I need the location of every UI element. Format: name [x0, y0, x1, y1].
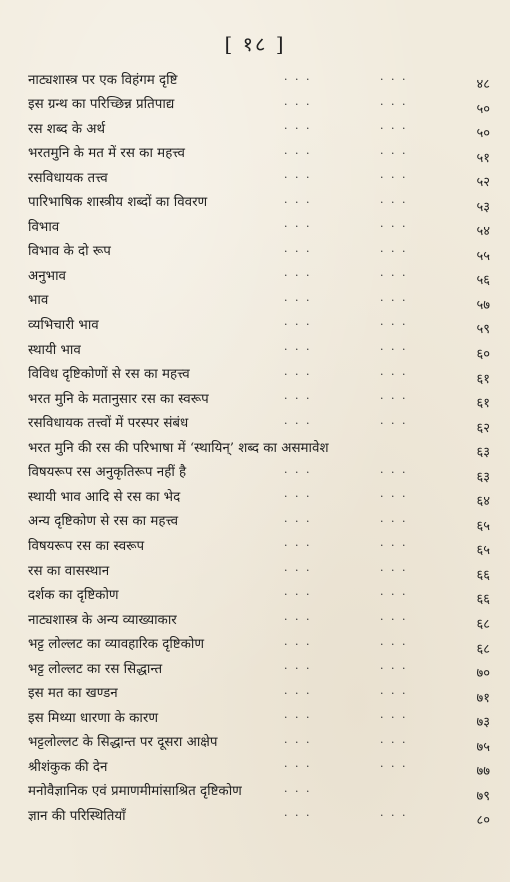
toc-entry-page-number: ६३	[476, 469, 490, 485]
dot-leader: · · ·	[380, 735, 408, 749]
toc-entry-title: विविध दृष्टिकोणों से रस का महत्त्व	[28, 367, 190, 383]
toc-entry	[28, 706, 490, 731]
toc-entry	[28, 240, 490, 265]
toc-entry	[28, 608, 490, 633]
toc-entry	[28, 510, 490, 535]
dot-leader: · · ·	[380, 686, 408, 700]
dot-leader: · · ·	[284, 465, 312, 479]
toc-entry-page-number: ६५	[476, 518, 490, 534]
dot-leader: · · ·	[380, 244, 408, 258]
dot-leader: · · ·	[380, 637, 408, 651]
toc-entry-title: अन्य दृष्टिकोण से रस का महत्त्व	[28, 514, 179, 530]
toc-entry-page-number: ७१	[476, 690, 490, 706]
toc-entry-title: अनुभाव	[28, 268, 66, 284]
toc-entry-title: इस ग्रन्थ का परिच्छिन्न प्रतिपाद्य	[28, 97, 175, 113]
dot-leader: · · ·	[284, 563, 312, 577]
toc-entry	[28, 657, 490, 682]
toc-entry-title: भट्ट लोल्लट का व्यावहारिक दृष्टिकोण	[28, 637, 205, 653]
toc-entry-title: श्रीशंकुक की देन	[28, 759, 108, 775]
dot-leader: · · ·	[284, 195, 312, 209]
toc-entry-title: विभाव	[28, 219, 60, 235]
toc-entry-title: रसविधायक तत्त्व	[28, 170, 108, 186]
toc-entry-title: ज्ञान की परिस्थितियाँ	[28, 808, 126, 824]
dot-leader: · · ·	[284, 637, 312, 651]
toc-entry-page-number: ५७	[476, 297, 490, 313]
dot-leader: · · ·	[380, 760, 408, 774]
toc-entry-page-number: ६२	[476, 420, 490, 436]
toc-entry	[28, 387, 490, 412]
dot-leader: · · ·	[380, 711, 408, 725]
dot-leader: · · ·	[284, 490, 312, 504]
dot-leader: · · ·	[380, 195, 408, 209]
dot-leader: · · ·	[380, 318, 408, 332]
dot-leader: · · ·	[380, 146, 408, 160]
toc-entry	[28, 68, 490, 93]
dot-leader: · · ·	[284, 367, 312, 381]
toc-entry	[28, 313, 490, 338]
toc-entry-page-number: ६५	[476, 543, 490, 559]
dot-leader: · · ·	[380, 220, 408, 234]
toc-entry-title: भाव	[28, 293, 49, 309]
toc-entry-title: विषयरूप रस अनुकृतिरूप नहीं है	[28, 465, 187, 481]
toc-entry-title: रस शब्द के अर्थ	[28, 121, 106, 137]
toc-entry-title: भट्ट लोल्लट का रस सिद्धान्त	[28, 661, 163, 677]
dot-leader: · · ·	[380, 809, 408, 823]
dot-leader: · · ·	[380, 490, 408, 504]
dot-leader: · · ·	[284, 809, 312, 823]
toc-entry-title: मनोवैज्ञानिक एवं प्रमाणमीमांसाश्रित दृष्टिकोण	[28, 784, 242, 800]
toc-entry-page-number: ७५	[476, 739, 490, 755]
toc-entry-page-number: ७९	[476, 788, 490, 804]
dot-leader: · · ·	[380, 269, 408, 283]
toc-entry-title: नाट्यशास्त्र पर एक विहंगम दृष्टि	[28, 72, 178, 88]
dot-leader: · · ·	[284, 146, 312, 160]
dot-leader: · · ·	[284, 318, 312, 332]
dot-leader: · · ·	[284, 244, 312, 258]
toc-entry	[28, 363, 490, 388]
toc-entry-title: पारिभाषिक शास्त्रीय शब्दों का विवरण	[28, 195, 208, 211]
dot-leader: · · ·	[284, 613, 312, 627]
toc-entry-title: व्यभिचारी भाव	[28, 318, 99, 334]
dot-leader: · · ·	[284, 122, 312, 136]
dot-leader: · · ·	[284, 392, 312, 406]
dot-leader: · · ·	[380, 613, 408, 627]
toc-entry	[28, 117, 490, 142]
dot-leader: · · ·	[284, 588, 312, 602]
toc-entry	[28, 436, 490, 461]
toc-entry-title: रसविधायक तत्त्वों में परस्पर संबंध	[28, 416, 189, 432]
toc-entry-title: भरत मुनि के मतानुसार रस का स्वरूप	[28, 391, 209, 407]
dot-leader: · · ·	[380, 73, 408, 86]
dot-leader: · · ·	[284, 73, 312, 86]
toc-entry	[28, 93, 490, 118]
toc-entry-title: भरतमुनि के मत में रस का महत्त्व	[28, 146, 185, 162]
toc-entry	[28, 534, 490, 559]
toc-entry-page-number: ५२	[476, 175, 490, 191]
toc-entry-title: नाट्यशास्त्र के अन्य व्याख्याकार	[28, 612, 177, 628]
toc-entry-page-number: ५५	[476, 248, 490, 264]
toc-entry-page-number: ६६	[476, 567, 490, 583]
dot-leader: · · ·	[380, 539, 408, 553]
toc-entry-page-number: ५९	[476, 322, 490, 338]
toc-entry	[28, 289, 490, 314]
toc-entry	[28, 338, 490, 363]
toc-entry	[28, 166, 490, 191]
page-number: [ १८ ]	[224, 32, 286, 56]
toc-entry	[28, 804, 490, 829]
toc-entry-page-number: ६८	[476, 617, 490, 633]
toc-entry	[28, 682, 490, 707]
toc-entry-page-number: ५३	[476, 199, 490, 215]
dot-leader: · · ·	[284, 514, 312, 528]
dot-leader: · · ·	[284, 686, 312, 700]
dot-leader: · · ·	[284, 416, 312, 430]
toc-entry-title: स्थायी भाव	[28, 342, 81, 358]
toc-entry-page-number: ७७	[476, 764, 490, 780]
dot-leader: · · ·	[284, 760, 312, 774]
toc-entry-page-number: ५०	[476, 101, 490, 117]
toc-entry-page-number: ७०	[476, 666, 490, 682]
toc-entry-page-number: ५०	[476, 126, 490, 142]
table-of-contents	[28, 68, 490, 829]
toc-entry-title: स्थायी भाव आदि से रस का भेद	[28, 489, 181, 505]
toc-entry-page-number: ८०	[476, 813, 490, 829]
toc-entry-title: भरत मुनि की रस की परिभाषा में ‘स्थायिन्’ शब्द का असमावेश	[28, 440, 329, 456]
dot-leader: · · ·	[380, 465, 408, 479]
dot-leader: · · ·	[284, 269, 312, 283]
toc-entry	[28, 633, 490, 658]
toc-entry-title: इस मत का खण्डन	[28, 686, 118, 702]
toc-entry	[28, 264, 490, 289]
toc-entry-page-number: ६६	[476, 592, 490, 608]
toc-entry-page-number: ७३	[476, 715, 490, 731]
toc-entry	[28, 559, 490, 584]
dot-leader: · · ·	[284, 662, 312, 676]
dot-leader: · · ·	[284, 784, 312, 798]
toc-entry	[28, 461, 490, 486]
dot-leader: · · ·	[380, 563, 408, 577]
toc-entry-title: विषयरूप रस का स्वरूप	[28, 538, 145, 554]
dot-leader: · · ·	[380, 514, 408, 528]
toc-entry	[28, 412, 490, 437]
dot-leader: · · ·	[380, 416, 408, 430]
dot-leader: · · ·	[284, 293, 312, 307]
toc-entry-title: विभाव के दो रूप	[28, 244, 111, 260]
toc-entry-title: दर्शक का दृष्टिकोण	[28, 588, 119, 604]
dot-leader: · · ·	[380, 171, 408, 185]
toc-entry	[28, 485, 490, 510]
dot-leader: · · ·	[284, 539, 312, 553]
toc-entry-page-number: ४८	[476, 77, 490, 92]
toc-entry-page-number: ६३	[476, 445, 490, 461]
toc-entry-title: इस मिथ्या धारणा के कारण	[28, 710, 159, 726]
toc-entry	[28, 142, 490, 167]
dot-leader: · · ·	[380, 662, 408, 676]
dot-leader: · · ·	[284, 343, 312, 357]
toc-entry-page-number: ६४	[476, 494, 490, 510]
toc-entry	[28, 191, 490, 216]
dot-leader: · · ·	[284, 735, 312, 749]
toc-entry-page-number: ६१	[476, 396, 490, 412]
dot-leader: · · ·	[380, 343, 408, 357]
dot-leader: · · ·	[380, 588, 408, 602]
toc-entry	[28, 780, 490, 805]
dot-leader: · · ·	[284, 711, 312, 725]
toc-entry	[28, 731, 490, 756]
dot-leader: · · ·	[284, 220, 312, 234]
toc-entry-title: भट्टलोल्लट के सिद्धान्त पर दूसरा आक्षेप	[28, 735, 218, 751]
dot-leader: · · ·	[380, 392, 408, 406]
dot-leader: · · ·	[380, 293, 408, 307]
dot-leader: · · ·	[380, 97, 408, 111]
toc-entry-page-number: ६८	[476, 641, 490, 657]
toc-entry-page-number: ५१	[476, 150, 490, 166]
toc-entry-page-number: ६०	[476, 347, 490, 363]
dot-leader: · · ·	[380, 122, 408, 136]
toc-entry	[28, 755, 490, 780]
toc-entry-title: रस का वासस्थान	[28, 563, 110, 579]
dot-leader: · · ·	[380, 367, 408, 381]
dot-leader: · · ·	[284, 97, 312, 111]
toc-entry	[28, 583, 490, 608]
toc-entry-page-number: ५४	[476, 224, 490, 240]
toc-entry	[28, 215, 490, 240]
dot-leader: · · ·	[284, 171, 312, 185]
toc-entry-page-number: ६१	[476, 371, 490, 387]
toc-entry-page-number: ५६	[476, 273, 490, 289]
